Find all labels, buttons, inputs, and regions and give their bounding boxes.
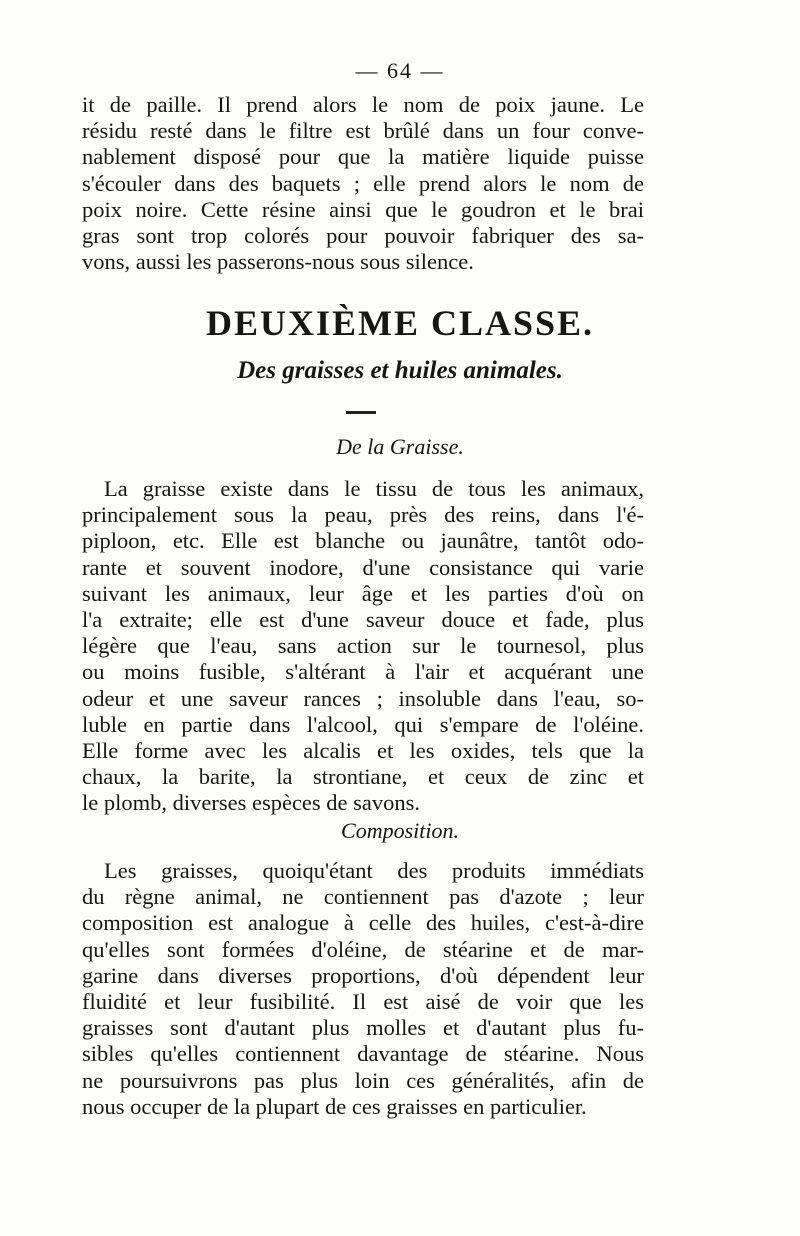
text-line: le plomb, diverses espèces de savons. (82, 790, 421, 816)
paragraph-graisse (82, 476, 644, 816)
text-line: luble en partie dans l'alcool, qui s'empare de l'oléine. (82, 711, 644, 737)
text-line: ou moins fusible, s'altérant à l'air et acquérant une (82, 659, 644, 685)
text-line: poix noire. Cette résine ainsi que le goudron et le brai (82, 196, 644, 222)
text-line: gras sont trop colorés pour pouvoir fabriquer des sa- (82, 222, 644, 248)
text-line: odeur et une saveur rances ; insoluble dans l'eau, so- (82, 685, 644, 711)
text-line: qu'elles sont formées d'oléine, de stéarine et de mar- (82, 936, 644, 962)
class-heading: DEUXIÈME CLASSE. (205, 303, 595, 343)
text-line: suivant les animaux, leur âge et les parties d'où on (82, 580, 644, 606)
text-line: sibles qu'elles contiennent davantage de stéarine. Nous (82, 1041, 644, 1067)
text-line: chaux, la barite, la strontiane, et ceux de zinc et (82, 764, 644, 790)
text-line: Les graisses, quoiqu'étant des produits immédiats (104, 858, 644, 883)
text-line: fluidité et leur fusibilité. Il est aisé de voir que les (82, 988, 644, 1014)
text-line: nous occuper de la plupart de ces graisses en particulier. (82, 1093, 587, 1119)
text-line: graisses sont d'autant plus molles et d'autant plus fu- (82, 1015, 644, 1041)
paragraph-composition (82, 858, 644, 1120)
text-line: nablement disposé pour que la matière liquide puisse (82, 144, 644, 170)
text-line: du règne animal, ne contiennent pas d'azote ; leur (82, 884, 644, 910)
text-line: rante et souvent inodore, d'une consistance qui varie (82, 554, 644, 580)
text-line: ne poursuivrons pas plus loin ces généralités, afin de (82, 1067, 644, 1093)
section-title-graisse: De la Graisse. (336, 434, 464, 459)
text-line: Elle forme avec les alcalis et les oxides, tels que la (82, 737, 644, 763)
text-line: légère que l'eau, sans action sur le tournesol, plus (82, 633, 644, 659)
text-line: vons, aussi les passerons-nous sous silence. (82, 249, 474, 275)
text-line: l'a extraite; elle est d'une saveur douce et fade, plus (82, 606, 644, 632)
section-title-composition: Composition. (341, 818, 459, 843)
text-line: composition est analogue à celle des huiles, c'est-à-dire (82, 910, 644, 936)
text-line: garine dans diverses proportions, d'où dépendent leur (82, 962, 644, 988)
separator-rule (346, 411, 376, 414)
paragraph-resin (82, 92, 644, 275)
class-subheading: Des graisses et huiles animales. (237, 357, 563, 384)
text-line: principalement sous la peau, près des reins, dans l'é- (82, 502, 644, 528)
text-line: piploon, etc. Elle est blanche ou jaunâtre, tantôt odo- (82, 528, 644, 554)
text-line: it de paille. Il prend alors le nom de poix jaune. Le (82, 92, 644, 117)
page-number: — 64 — (355, 58, 445, 83)
text-line: La graisse existe dans le tissu de tous les animaux, (104, 476, 644, 501)
text-line: résidu resté dans le filtre est brûlé dans un four conve- (82, 118, 644, 144)
text-line: s'écouler dans des baquets ; elle prend alors le nom de (82, 170, 644, 196)
